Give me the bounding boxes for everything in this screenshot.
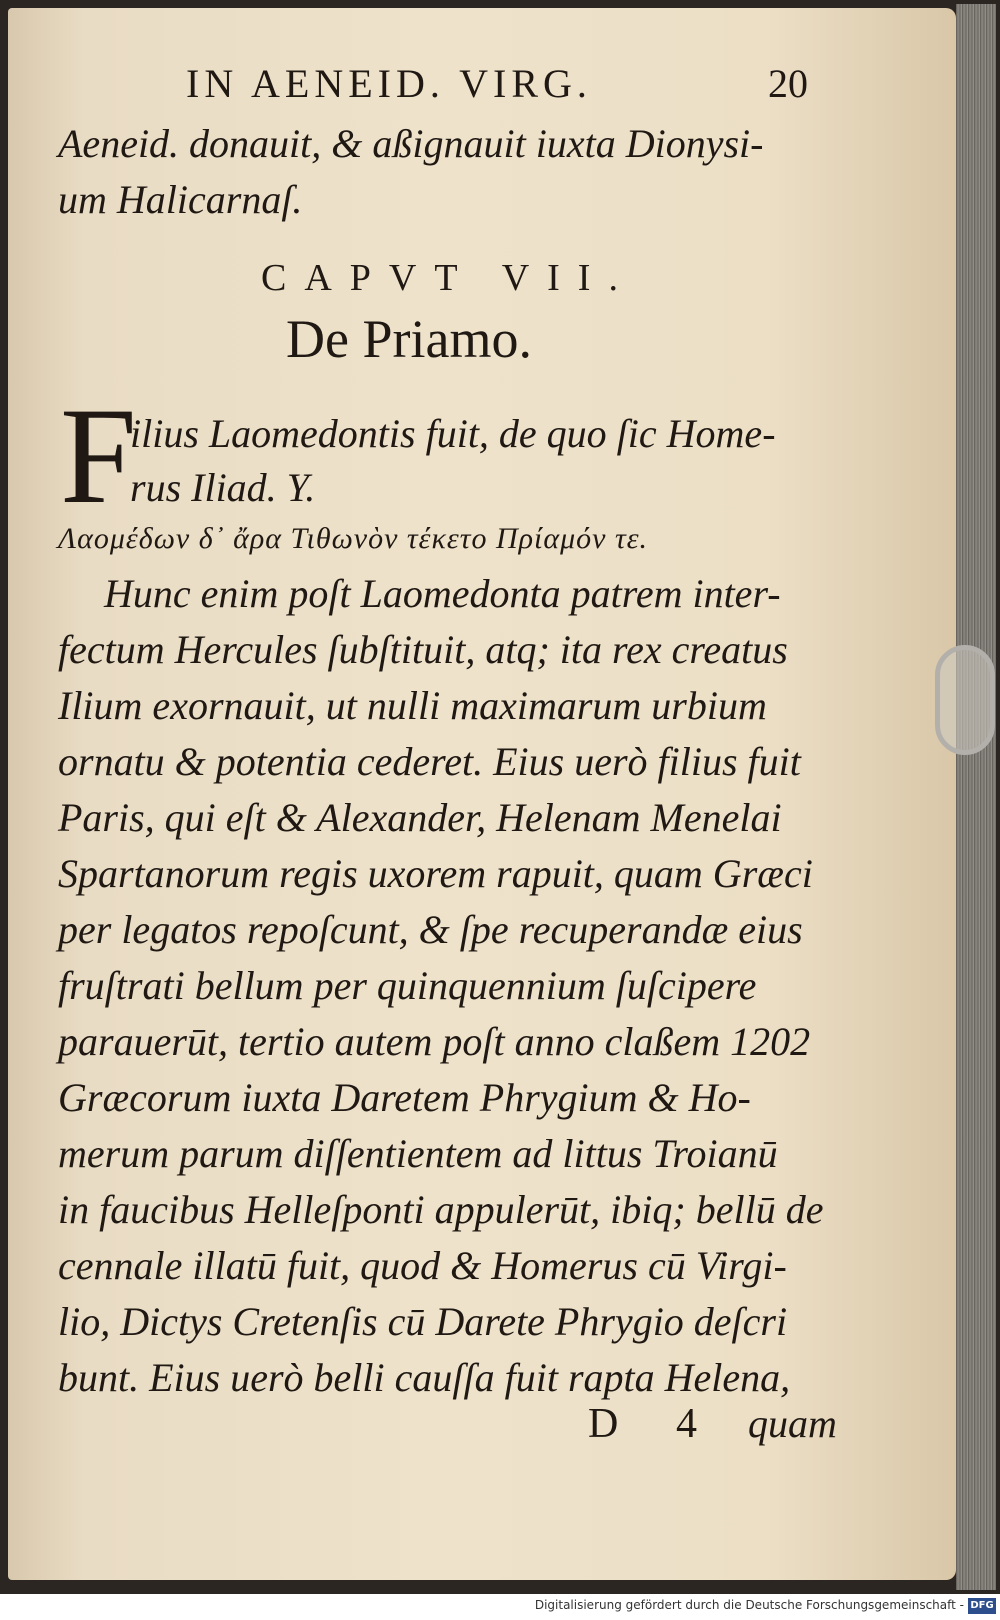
page-edges (956, 4, 996, 1590)
text-line: ornatu & potentia cederet. Eius uerò filius fuit (58, 739, 801, 784)
text-line: ilius Laomedontis fuit, de quo ſic Home- (130, 411, 776, 456)
text-line: Aeneid. donauit, & aßignauit iuxta Dionysi- (58, 121, 764, 166)
text-line: rus Iliad. Y. (130, 465, 316, 510)
chapter-title: De Priamo. (286, 309, 532, 369)
text-line: per legatos repoſcunt, & ſpe recuperandæ eius (58, 907, 803, 952)
text-line: lio, Dictys Cretenſis cū Darete Phrygio deſcri (58, 1299, 788, 1344)
text-line: bunt. Eius uerò belli cauſſa fuit rapta Helena, (58, 1355, 791, 1400)
chapter-number: CAPVT VII. (261, 257, 636, 299)
dfg-logo-icon: DFG (968, 1598, 996, 1614)
text-line: fruſtrati bellum per quinquennium ſuſcipere (58, 963, 757, 1008)
text-line: Paris, qui eſt & Alexander, Helenam Menelai (58, 795, 782, 840)
text-line: cennale illatū fuit, quod & Homerus cū Virgi- (58, 1243, 787, 1288)
book-clip (935, 645, 995, 755)
book-page (8, 8, 956, 1580)
text-line: Ilium exornauit, ut nulli maximarum urbium (58, 683, 767, 728)
text-line: parauerūt, tertio autem poſt anno claßem 1202 (58, 1019, 811, 1064)
text-line: Spartanorum regis uxorem rapuit, quam Græci (58, 851, 813, 896)
digitization-credit: Digitalisierung gefördert durch die Deutsche Forschungsgemeinschaft - (534, 1598, 964, 1612)
text-line: merum parum diſſentientem ad littus Troianū (58, 1131, 778, 1176)
signature-number: 4 (676, 1401, 697, 1447)
text-line: Hunc enim poſt Laomedonta patrem inter- (104, 571, 781, 616)
running-head: IN AENEID. VIRG. (186, 61, 592, 106)
signature-mark: D (588, 1401, 619, 1447)
text-line: in faucibus Helleſponti appulerūt, ibiq; bellū de (58, 1187, 824, 1232)
text-line: Græcorum iuxta Daretem Phrygium & Ho- (58, 1075, 751, 1120)
text-line: fectum Hercules ſubſtituit, atq; ita rex creatus (58, 627, 788, 672)
catchword: quam (748, 1401, 837, 1446)
greek-quotation: Λαομέδων δ᾽ ἄρα Τιθωνὸν τέκετο Πρίαμόν τε. (58, 522, 649, 555)
page-number: 20 (768, 61, 808, 106)
drop-cap: F (60, 379, 137, 532)
text-line: um Halicarnaſ. (58, 177, 303, 222)
